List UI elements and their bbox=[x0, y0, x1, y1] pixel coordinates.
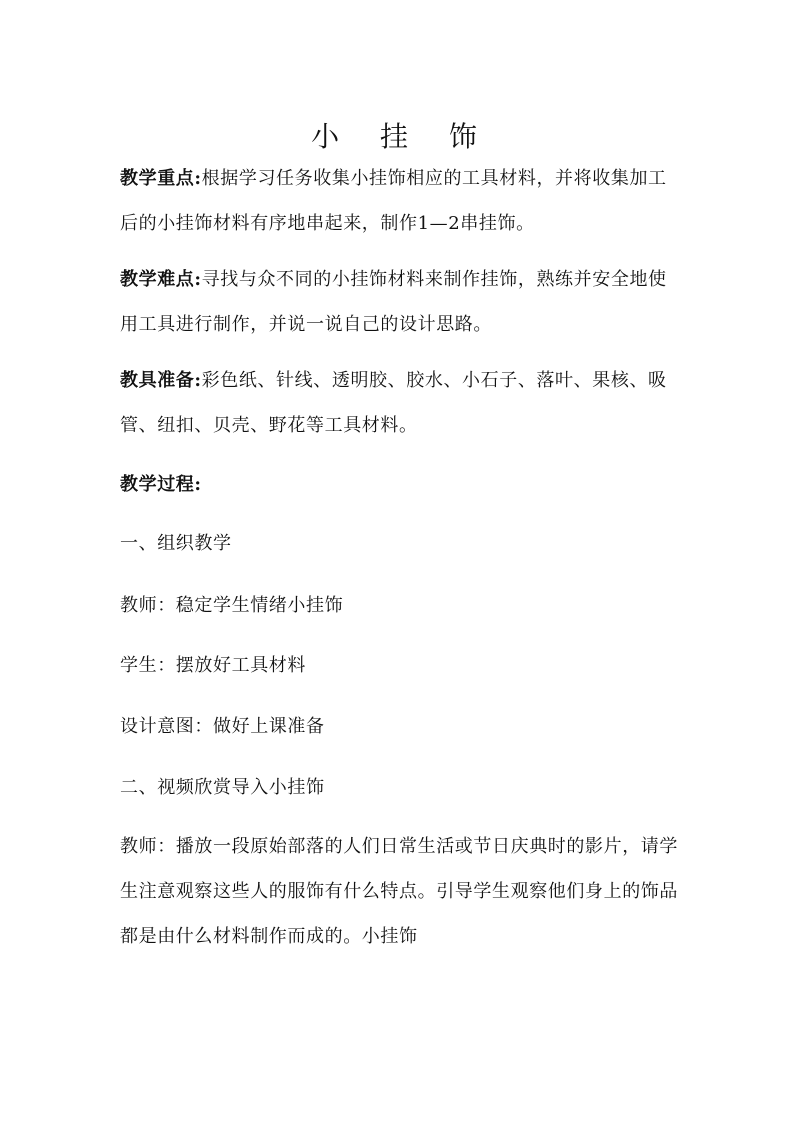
teaching-difficulty-paragraph bbox=[120, 257, 680, 347]
paragraph-organize-teaching: 一、组织教学 bbox=[120, 533, 232, 554]
teaching-focus-text: 根据学习任务收集小挂饰相应的工具材料，并将收集加工后的小挂饰材料有序地串起来，制作1—2串挂饰。 bbox=[120, 168, 667, 234]
paragraph-teacher-stabilize: 教师：稳定学生情绪小挂饰 bbox=[120, 595, 344, 616]
teaching-difficulty-label: 教学难点: bbox=[120, 269, 202, 290]
paragraph-student-prepare: 学生：摆放好工具材料 bbox=[120, 655, 306, 676]
paragraph-teacher-video: 教师：播放一段原始部落的人们日常生活或节日庆典时的影片，请学生注意观察这些人的服饰有什么特点。引导学生观察他们身上的饰品都是由什么材料制作而成的。小挂饰 bbox=[120, 836, 678, 947]
teaching-process-label: 教学过程: bbox=[120, 474, 202, 495]
teaching-materials-text: 彩色纸、针线、透明胶、胶水、小石子、落叶、果核、吸管、纽扣、贝壳、野花等工具材料。 bbox=[120, 370, 667, 436]
teaching-materials-label: 教具准备: bbox=[120, 370, 202, 391]
teaching-process-heading bbox=[120, 462, 680, 507]
paragraph-design-intent: 设计意图：做好上课准备 bbox=[120, 716, 325, 737]
teaching-difficulty-text: 寻找与众不同的小挂饰材料来制作挂饰，熟练并安全地使用工具进行制作，并说一说自己的设计思路。 bbox=[120, 269, 667, 335]
teaching-focus-paragraph bbox=[120, 156, 680, 246]
document-title: 小 挂 饰 bbox=[311, 119, 493, 153]
teaching-materials-paragraph bbox=[120, 358, 680, 448]
teaching-focus-label: 教学重点: bbox=[120, 168, 202, 189]
paragraph-video-intro: 二、视频欣赏导入小挂饰 bbox=[120, 777, 325, 798]
